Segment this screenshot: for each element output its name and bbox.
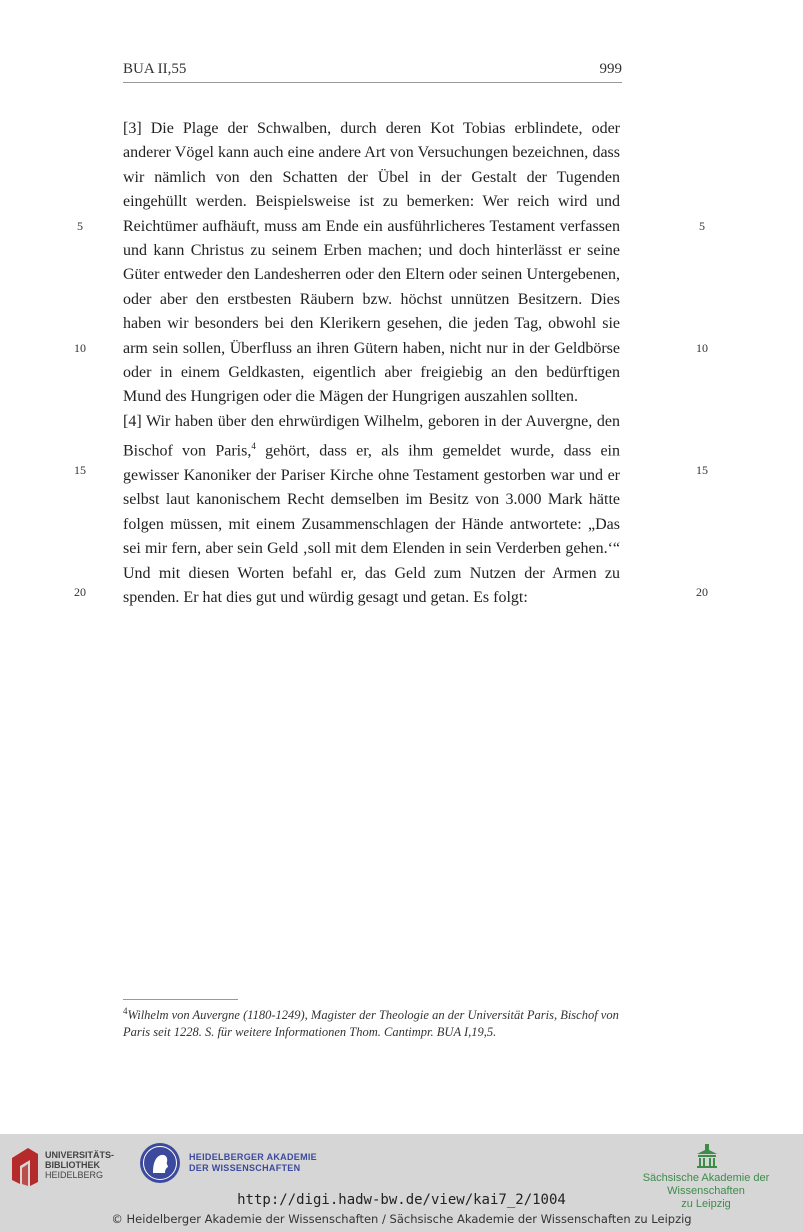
heidelberg-academy-logo-text (189, 1152, 317, 1174)
footnote-reference[interactable]: 4 (251, 441, 256, 452)
line-number-right-20: 20 (696, 585, 708, 599)
footer-banner (0, 1134, 803, 1232)
line-number-left-5: 5 (77, 219, 83, 233)
line-number-left-10: 10 (74, 341, 86, 355)
footnote (123, 1003, 623, 1041)
footnote-marker: 4 (123, 1006, 128, 1016)
line-number-left-20: 20 (74, 585, 86, 599)
ub-line-2: BIBLIOTHEK (45, 1160, 100, 1170)
paragraph-3: [3] Die Plage der Schwalben, durch deren Kot Tobias erblindete, oder anderer Vögel kann auch eine andere Art von Versuchungen bezeichnen, dass wir nämlich von den Schatten der Übel in der Gestalt der Tugenden eingehüllt werden. Beispielsweise ist zu bemerken: Wer reich wird und Reichtümer aufhäuft, muss am Ende ein ausführlicheres Testament verfassen und kann Christus zu seinem Erben machen; und doch hinterlässt er seine Güter entweder den Landesherren oder den Eltern oder seinen Untergebenen, oder aber den erstbesten Räubern bzw. höchst unnützen Besitzern. Dies haben wir besonders bei den Klerikern gesehen, die jeden Tag, obwohl sie arm sein sollen, Überfluss an ihren Gütern haben, nicht nur in der Geldbörse oder in einem Geldkasten, eigentlich aber freigiebig an den bedürftigen Mund des Hungrigen oder die Mägen der Hungrigen auszahlen sollten. (123, 120, 620, 406)
line-number-right-15: 15 (696, 463, 708, 477)
footnote-rule (123, 999, 238, 1000)
running-header (123, 60, 622, 83)
ub-line-1: UNIVERSITÄTS- (45, 1150, 115, 1160)
permalink-url[interactable]: http://digi.hadw-bw.de/view/kai7_2/1004 (237, 1192, 566, 1208)
hadw-line-1: HEIDELBERGER AKADEMIE (189, 1152, 317, 1162)
line-number-left-15: 15 (74, 463, 86, 477)
line-number-right-10: 10 (696, 341, 708, 355)
hadw-line-2: DER WISSENSCHAFTEN (189, 1163, 301, 1173)
copyright-notice: © Heidelberger Akademie der Wissenschaften / Sächsische Akademie der Wissenschaften zu Leipzig (111, 1212, 692, 1226)
academy-seal-icon[interactable] (139, 1142, 181, 1184)
saw-line-1: Sächsische Akademie der Wissenschaften (642, 1172, 770, 1197)
paragraph-4-text-after: gehört, dass er, als ihm gemeldet wurde, dass ein gewisser Kanoniker der Pariser Kirche ohne Testament gestorben war und er selbst laut kanonischem Recht demselben im Besitz von 3.000 Mark hätte folgen müssen, mit einem Zusammenschlagen der Hände antwortete: „Das sei mir fern, aber sein Geld ‚soll mit dem Elenden in sein Verderben gehen.‘“ Und mit diesen Worten befahl er, das Geld zum Nutzen der Armen zu spenden. Er hat dies gut und würdig gesagt und getan. Es folgt: (123, 442, 620, 607)
page-number: 999 (599, 61, 622, 77)
saxon-academy-building-icon[interactable] (696, 1144, 718, 1168)
bibliographic-reference: BUA II,55 (123, 61, 187, 77)
line-number-right-5: 5 (699, 219, 705, 233)
paragraph-4 (123, 410, 620, 611)
ub-line-3: HEIDELBERG (45, 1170, 104, 1180)
main-text (123, 117, 620, 610)
footnote-text: Wilhelm von Auvergne (1180-1249), Magister der Theologie an der Universität Paris, Bischof von Paris seit 1228. S. für weitere Informationen Thom. Cantimpr. BUA I,19,5. (123, 1008, 619, 1040)
paragraph-4-text-before: [4] Wir haben über den ehrwürdigen Wilhelm, geboren in der Auvergne, den Bischof von Paris, (123, 412, 620, 460)
saw-line-2: zu Leipzig (681, 1198, 731, 1210)
university-library-logo-text (45, 1150, 114, 1180)
